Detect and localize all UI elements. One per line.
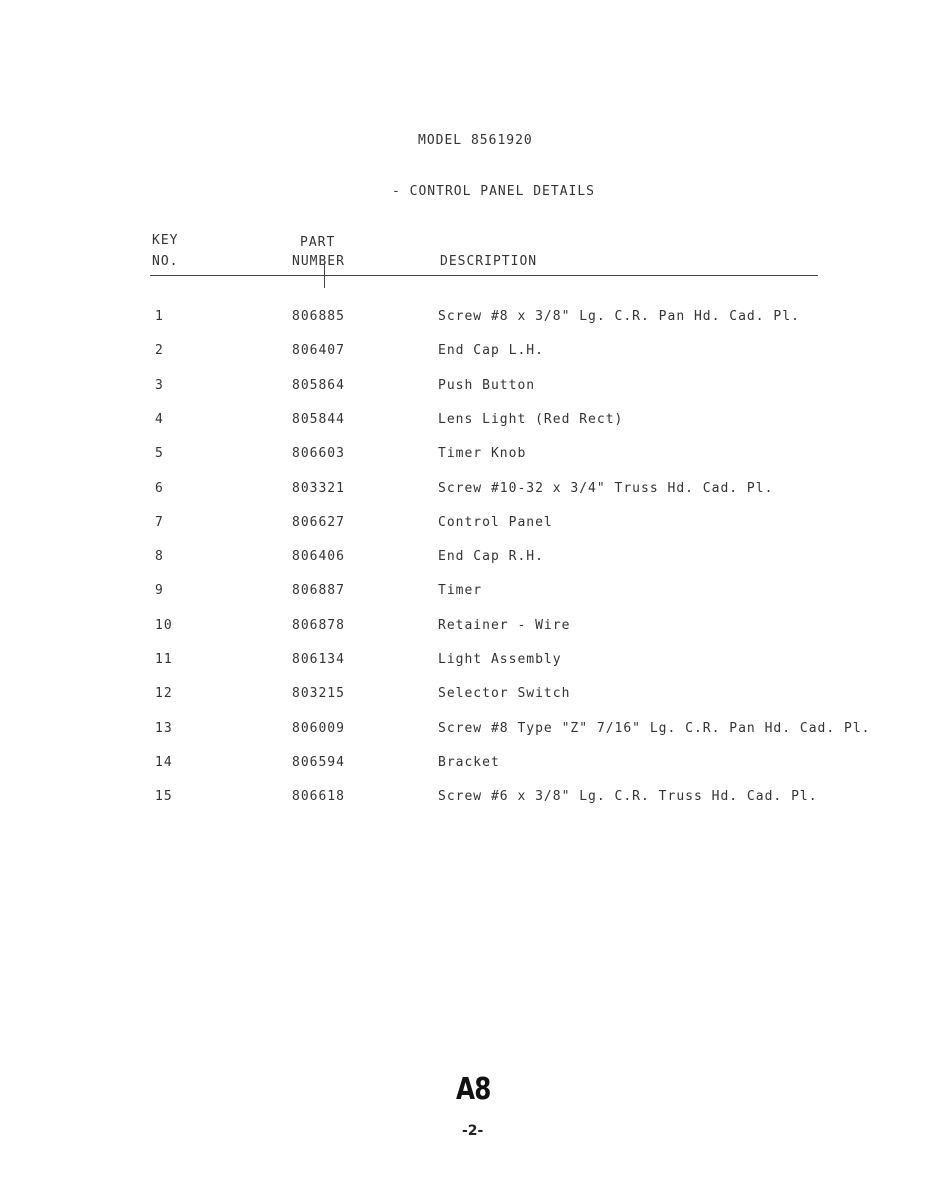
table-row [0, 755, 940, 775]
section-title: - CONTROL PANEL DETAILS [392, 184, 596, 199]
page-number: -2- [462, 1123, 484, 1139]
part-number: 806887 [292, 583, 345, 598]
table-row [0, 309, 940, 329]
part-description: Push Button [438, 378, 536, 393]
part-description: Lens Light (Red Rect) [438, 412, 624, 427]
part-number: 806407 [292, 343, 345, 358]
part-description: Screw #8 Type "Z" 7/16" Lg. C.R. Pan Hd. Cad. Pl. [438, 721, 871, 736]
key-number: 4 [155, 412, 164, 427]
part-description: Bracket [438, 755, 500, 770]
key-number: 9 [155, 583, 164, 598]
key-number: 7 [155, 515, 164, 530]
part-number: 806009 [292, 721, 345, 736]
table-row [0, 446, 940, 466]
part-description: Control Panel [438, 515, 553, 530]
part-description: Timer Knob [438, 446, 527, 461]
part-number: 805844 [292, 412, 345, 427]
part-number: 806134 [292, 652, 345, 667]
header-key-no-label: NO. [152, 254, 179, 269]
part-number: 806885 [292, 309, 345, 324]
key-number: 13 [155, 721, 173, 736]
part-description: Selector Switch [438, 686, 571, 701]
key-number: 12 [155, 686, 173, 701]
header-number-label: NUMBER [292, 254, 345, 269]
table-row [0, 721, 940, 741]
table-row [0, 412, 940, 432]
key-number: 15 [155, 789, 173, 804]
model-title: MODEL 8561920 [418, 133, 533, 148]
part-description: Screw #6 x 3/8" Lg. C.R. Truss Hd. Cad. Pl. [438, 789, 818, 804]
part-number: 806406 [292, 549, 345, 564]
key-number: 3 [155, 378, 164, 393]
part-description: Timer [438, 583, 483, 598]
table-row [0, 583, 940, 603]
key-number: 14 [155, 755, 173, 770]
table-row [0, 686, 940, 706]
header-key-label: KEY [152, 233, 179, 248]
part-number: 805864 [292, 378, 345, 393]
table-row [0, 549, 940, 569]
part-description: End Cap R.H. [438, 549, 544, 564]
table-row [0, 378, 940, 398]
header-part-label: PART [300, 235, 336, 250]
key-number: 11 [155, 652, 173, 667]
part-number: 806603 [292, 446, 345, 461]
part-number: 803321 [292, 481, 345, 496]
part-number: 806627 [292, 515, 345, 530]
page-mark: A8 [456, 1072, 491, 1107]
part-description: End Cap L.H. [438, 343, 544, 358]
key-number: 10 [155, 618, 173, 633]
part-number: 806618 [292, 789, 345, 804]
table-row [0, 481, 940, 501]
part-number: 803215 [292, 686, 345, 701]
key-number: 6 [155, 481, 164, 496]
header-description-label: DESCRIPTION [440, 254, 538, 269]
key-number: 2 [155, 343, 164, 358]
key-number: 5 [155, 446, 164, 461]
table-row [0, 618, 940, 638]
part-number: 806878 [292, 618, 345, 633]
table-row [0, 789, 940, 809]
part-description: Screw #8 x 3/8" Lg. C.R. Pan Hd. Cad. Pl. [438, 309, 800, 324]
table-row [0, 343, 940, 363]
table-row [0, 652, 940, 672]
part-description: Retainer - Wire [438, 618, 571, 633]
table-row [0, 515, 940, 535]
part-number: 806594 [292, 755, 345, 770]
part-description: Screw #10-32 x 3/4" Truss Hd. Cad. Pl. [438, 481, 774, 496]
key-number: 1 [155, 309, 164, 324]
key-number: 8 [155, 549, 164, 564]
part-description: Light Assembly [438, 652, 562, 667]
